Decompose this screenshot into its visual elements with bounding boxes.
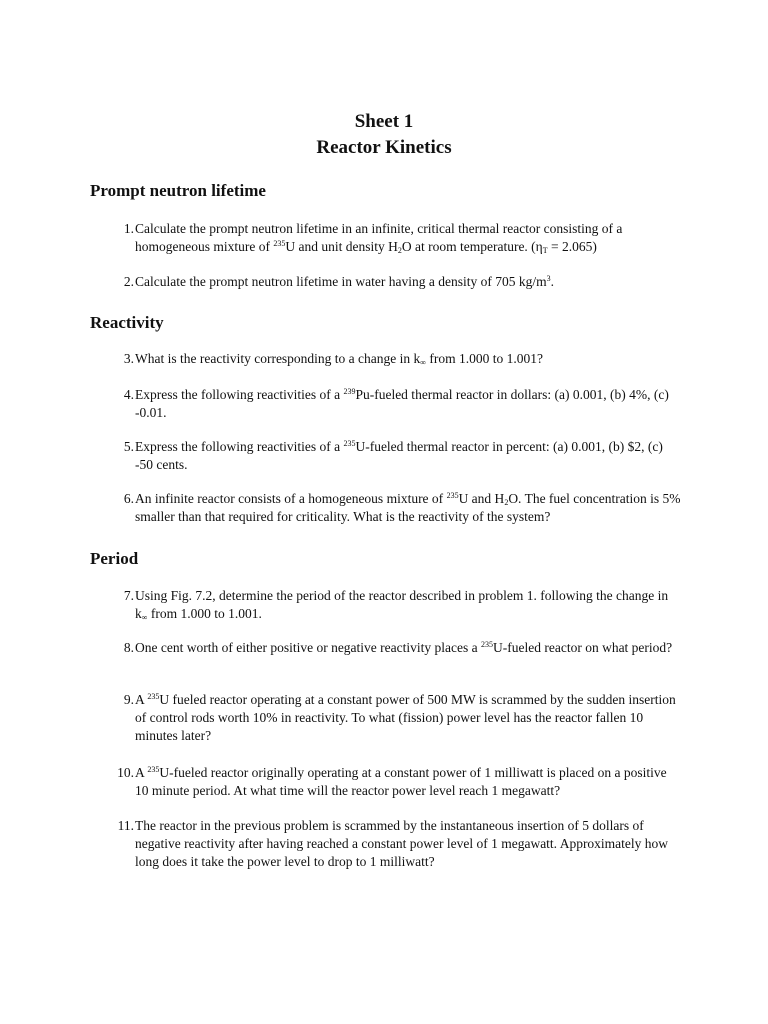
problem-text: The reactor in the previous problem is scrammed by the instantaneous insertion of 5 dollars of negative reactivity after having reached a constant power level of 1 megawatt. Approximately how long does it take the power level to drop to 1 milliwatt? (135, 818, 669, 869)
problem-3 (110, 350, 682, 368)
problem-5 (110, 438, 682, 474)
problem-number: 2. (123, 274, 134, 289)
document-title: Reactor Kinetics (316, 137, 452, 158)
problem-1 (110, 220, 682, 256)
problem-text: Express the following reactivities of a $^{235}$U-fueled thermal reactor in percent: (a) 0.001, (b) $2, (c) -50 cents. (135, 439, 663, 472)
problem-7 (110, 587, 682, 623)
problem-text: What is the reactivity corresponding to a change in $k_\infty$ from 1.000 to 1.001? (135, 351, 543, 367)
problem-number: 10. (117, 765, 134, 780)
problem-text: Using Fig. 7.2, determine the period of the reactor described in problem 1. following the change in $k_\infty$ from 1.000 to 1.001. (135, 588, 669, 622)
problem-number: 6. (123, 491, 134, 506)
problem-4 (110, 386, 682, 422)
problem-number: 5. (123, 439, 134, 454)
problem-number: 7. (123, 588, 134, 603)
problem-8 (110, 639, 682, 657)
problem-11 (110, 817, 682, 871)
problem-number: 8. (123, 640, 134, 655)
problem-2 (110, 273, 682, 291)
problem-number: 1. (123, 221, 134, 236)
section-heading-period: Period (90, 549, 139, 568)
section-heading-prompt-neutron-lifetime: Prompt neutron lifetime (90, 181, 266, 200)
problem-number: 9. (123, 692, 134, 707)
sheet-title: Sheet 1 (354, 111, 414, 132)
problem-number: 11. (117, 818, 134, 833)
problem-text: A $^{235}$U fueled reactor operating at a constant power of 500 MW is scrammed by the sudden insertion of control rods worth 10% in reactivity. To what (fission) power level has the reactor fallen 10 minutes later? (135, 692, 676, 743)
problem-10 (110, 764, 682, 800)
problem-text: One cent worth of either positive or negative reactivity places a $^{235}$U-fueled reactor on what period? (135, 640, 673, 655)
problem-number: 4. (123, 387, 134, 402)
problem-text: Calculate the prompt neutron lifetime in an infinite, critical thermal reactor consisting of a homogeneous mixture of $^{235}$U and unit density $H_2O$ at room temperature. $(\eta_T = 2.065)$ (135, 221, 623, 255)
problem-text: Express the following reactivities of a $^{239}$Pu-fueled thermal reactor in dollars: (a) 0.001, (b) 4%, (c) -0.01. (135, 387, 669, 420)
problem-9 (110, 691, 682, 745)
problem-6 (110, 490, 682, 526)
problem-number: 3. (123, 351, 134, 366)
problem-text: Calculate the prompt neutron lifetime in water having a density of 705 $kg/m^3$. (135, 274, 555, 289)
problem-text: A $^{235}$U-fueled reactor originally operating at a constant power of 1 milliwatt is placed on a positive 10 minute period. At what time will the reactor power level reach 1 megawatt? (135, 765, 667, 798)
section-heading-reactivity: Reactivity (90, 313, 164, 332)
problem-text: An infinite reactor consists of a homogeneous mixture of $^{235}$U and $H_2O$. The fuel concentration is 5% smaller than that required for criticality. What is the reactivity of the system? (135, 491, 681, 524)
